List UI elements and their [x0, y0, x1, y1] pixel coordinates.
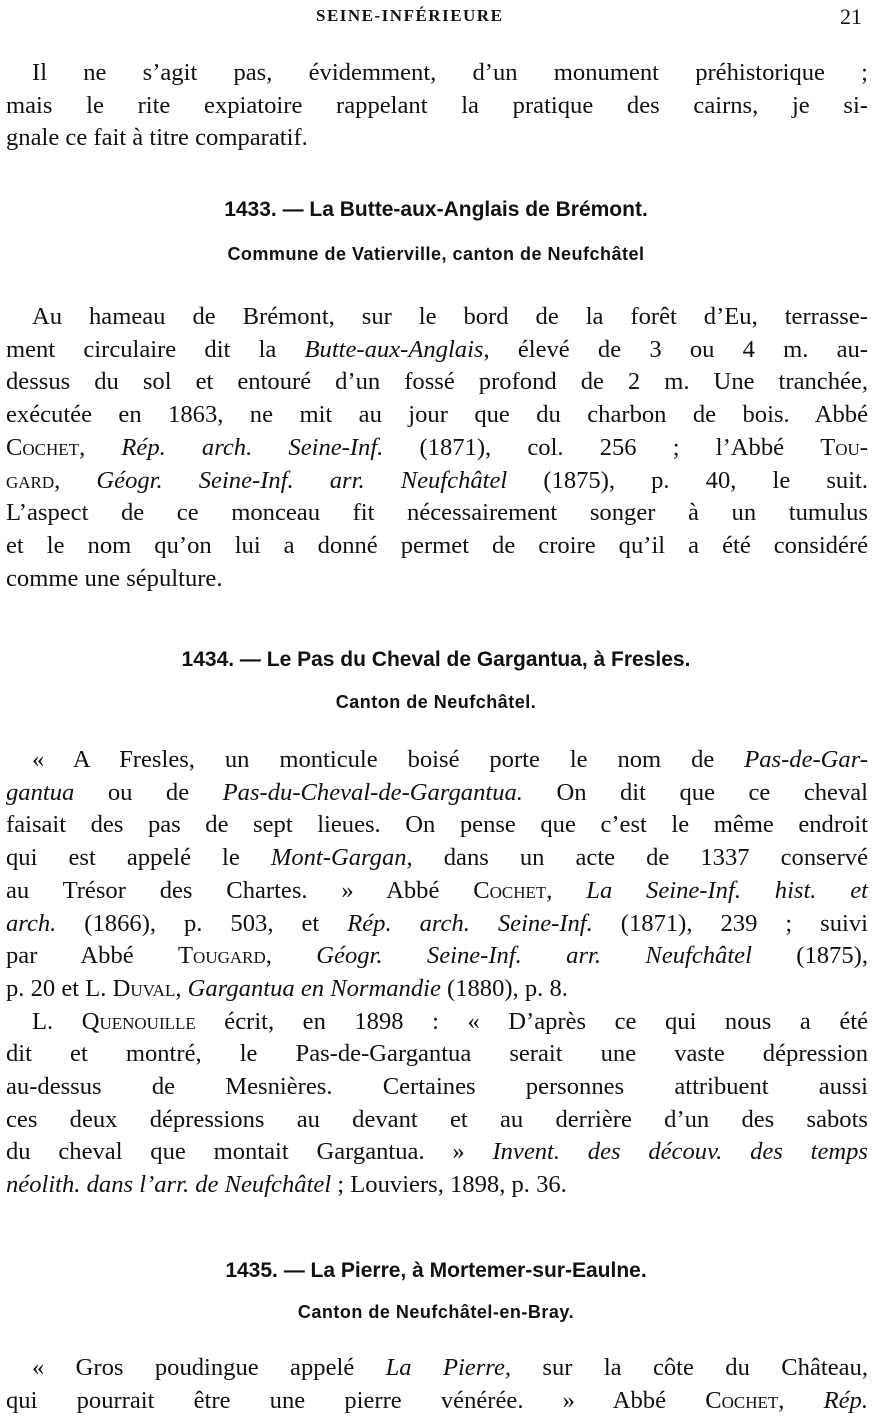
running-header — [0, 4, 872, 30]
text-line: faisait des pas de sept lieues. On pense que c’est le même endroit — [6, 811, 868, 839]
entry-1434-body — [6, 744, 868, 1202]
entry-1434-subtitle: Canton de Neufchâtel. — [335, 692, 537, 712]
text-line: L’aspect de ce monceau fit nécessairement songer à un tumulus — [6, 499, 868, 527]
text-line: Cochet, Rép. arch. Seine-Inf. (1871), col. 256 ; l’Abbé Tou- — [6, 433, 868, 461]
text-line: L. Quenouille écrit, en 1898 : « D’après ce qui nous a été — [32, 1007, 869, 1035]
entry-1433-body — [6, 301, 868, 595]
text-line: arch. (1866), p. 503, et Rép. arch. Seine-Inf. (1871), 239 ; suivi — [6, 909, 868, 937]
page-number: 21 — [840, 4, 862, 29]
entry-1433-title: 1433. — La Butte-aux-Anglais de Brémont. — [224, 198, 648, 221]
text-line: « A Fresles, un monticule boisé porte le nom de Pas-de-Gar- — [32, 746, 868, 773]
text-line: gard, Géogr. Seine-Inf. arr. Neufchâtel (1875), p. 40, le suit. — [6, 466, 869, 494]
text-line: exécutée en 1863, ne mit au jour que du charbon de bois. Abbé — [6, 401, 868, 429]
text-line: au-dessus de Mesnières. Certaines personnes attribuent aussi — [6, 1073, 868, 1101]
text-line: mais le rite expiatoire rappelant la pratique des cairns, je si- — [6, 91, 868, 119]
text-line: ces deux dépressions au devant et au derrière d’un des sabots — [6, 1105, 868, 1133]
entry-1434-title: 1434. — Le Pas du Cheval de Gargantua, à Fresles. — [181, 648, 691, 671]
text-line: comme une sépulture. — [6, 564, 223, 592]
text-line: au Trésor des Chartes. » Abbé Cochet, La Seine-Inf. hist. et — [6, 876, 869, 904]
text-line: qui est appelé le Mont-Gargan, dans un acte de 1337 conservé — [6, 844, 869, 872]
text-line: dit et montré, le Pas-de-Gargantua serait une vaste dépression — [6, 1040, 868, 1068]
text-line: p. 20 et L. Duval, Gargantua en Normandie (1880), p. 8. — [6, 974, 568, 1002]
entry-1435-body — [6, 1352, 868, 1417]
text-line: par Abbé Tougard, Géogr. Seine-Inf. arr. Neufchâtel (1875), — [6, 942, 868, 970]
text-line: Au hameau de Brémont, sur le bord de la forêt d’Eu, terrasse- — [32, 303, 868, 330]
text-line: dessus du sol et entouré d’un fossé profond de 2 m. Une tranchée, — [6, 368, 868, 396]
intro-paragraph — [6, 57, 868, 155]
text-line: gantua ou de Pas-du-Cheval-de-Gargantua. On dit que ce cheval — [6, 778, 868, 806]
text-line: du cheval que montait Gargantua. » Invent. des découv. des temps — [6, 1138, 868, 1166]
entry-1435-title: 1435. — La Pierre, à Mortemer-sur-Eaulne. — [225, 1259, 647, 1282]
text-line: et le nom qu’on lui a donné permet de croire qu’il a été considéré — [6, 531, 868, 559]
text-line: gnale ce fait à titre comparatif. — [6, 124, 308, 152]
text-line: « Gros poudingue appelé La Pierre, sur la côte du Château, — [32, 1354, 868, 1381]
text-line: néolith. dans l’arr. de Neufchâtel ; Louviers, 1898, p. 36. — [6, 1171, 567, 1199]
running-title: SEINE-INFÉRIEURE — [316, 6, 504, 25]
text-line: qui pourrait être une pierre vénérée. » Abbé Cochet, Rép. — [6, 1386, 868, 1414]
text-line: ment circulaire dit la Butte-aux-Anglais, élevé de 3 ou 4 m. au- — [6, 335, 868, 363]
entry-1433-subtitle: Commune de Vatierville, canton de Neufchâtel — [227, 244, 645, 264]
entry-1435-subtitle: Canton de Neufchâtel-en-Bray. — [297, 1302, 575, 1322]
text-line: Il ne s’agit pas, évidemment, d’un monument préhistorique ; — [32, 59, 868, 86]
